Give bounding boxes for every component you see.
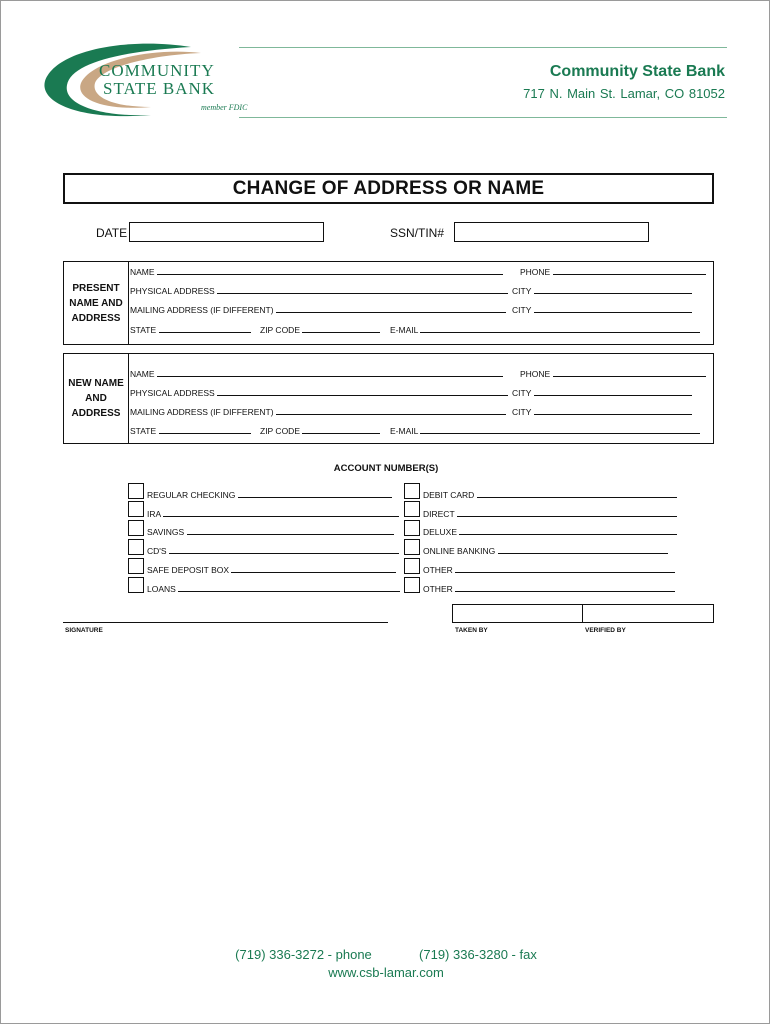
present-state-field[interactable] bbox=[159, 324, 251, 333]
account-savings: SAVINGS bbox=[147, 526, 394, 537]
new-city-label: CITY bbox=[512, 388, 532, 398]
account-deluxe: DELUXE bbox=[423, 526, 677, 537]
new-city2-row bbox=[512, 406, 692, 417]
bank-name: Community State Bank bbox=[549, 63, 725, 80]
new-phone-label: PHONE bbox=[520, 369, 551, 379]
signature-line[interactable] bbox=[63, 622, 388, 623]
present-city2-row bbox=[512, 304, 692, 315]
checkbox-direct[interactable] bbox=[404, 501, 420, 517]
present-phone-field[interactable] bbox=[553, 266, 706, 275]
new-city2-field[interactable] bbox=[534, 406, 692, 415]
new-city2-label: CITY bbox=[512, 407, 532, 417]
checkbox-regular-checking[interactable] bbox=[128, 483, 144, 499]
checkbox-safe-deposit-box[interactable] bbox=[128, 558, 144, 574]
new-mailing-label: MAILING ADDRESS (IF DIFFERENT) bbox=[130, 407, 274, 417]
header-rule-bottom bbox=[239, 117, 727, 118]
new-email-row bbox=[390, 425, 700, 436]
bank-logo bbox=[41, 41, 256, 123]
present-email-label: E-MAIL bbox=[390, 325, 419, 335]
footer-contact bbox=[1, 947, 770, 962]
present-city-field[interactable] bbox=[534, 285, 692, 294]
new-phone-field[interactable] bbox=[553, 368, 706, 377]
new-section-heading bbox=[64, 354, 129, 443]
account-other-2: OTHER bbox=[423, 583, 675, 594]
new-mailing-row bbox=[130, 406, 506, 417]
present-physical-row bbox=[130, 285, 508, 296]
logo-line1: COMMUNITY bbox=[99, 61, 215, 80]
present-heading-line1: PRESENT bbox=[72, 282, 120, 294]
date-label: DATE bbox=[96, 226, 128, 240]
new-city-field[interactable] bbox=[534, 387, 692, 396]
account-other-1: OTHER bbox=[423, 564, 675, 575]
checkbox-online-banking[interactable] bbox=[404, 539, 420, 555]
account-direct: DIRECT bbox=[423, 508, 677, 519]
checkbox-savings[interactable] bbox=[128, 520, 144, 536]
accounts-title: ACCOUNT NUMBER(S) bbox=[333, 463, 439, 474]
present-city2-field[interactable] bbox=[534, 304, 692, 313]
present-phone-row bbox=[520, 266, 706, 277]
new-address-section bbox=[63, 353, 714, 444]
present-name-row bbox=[130, 266, 503, 277]
ssn-field[interactable] bbox=[454, 222, 649, 242]
footer-website[interactable]: www.csb-lamar.com bbox=[328, 965, 444, 980]
new-heading-line1: NEW NAME bbox=[68, 378, 124, 389]
present-zip-field[interactable] bbox=[302, 324, 380, 333]
new-name-row bbox=[130, 368, 503, 379]
checkbox-debit-card[interactable] bbox=[404, 483, 420, 499]
signature-label: SIGNATURE bbox=[65, 627, 103, 634]
present-zip-row bbox=[260, 324, 380, 335]
present-mailing-field[interactable] bbox=[276, 304, 506, 313]
taken-by-label: TAKEN BY bbox=[455, 627, 488, 634]
account-regular-checking: REGULAR CHECKING bbox=[147, 489, 392, 500]
account-debit-card: DEBIT CARD bbox=[423, 489, 677, 500]
footer-phone: (719) 336-3272 - phone bbox=[235, 947, 372, 962]
date-field[interactable] bbox=[129, 222, 324, 242]
account-ira: IRA bbox=[147, 508, 399, 519]
new-name-field[interactable] bbox=[157, 368, 503, 377]
new-heading-line2: AND bbox=[85, 393, 107, 404]
new-physical-label: PHYSICAL ADDRESS bbox=[130, 388, 215, 398]
header-rule-top bbox=[239, 47, 727, 48]
new-physical-row bbox=[130, 387, 508, 398]
new-state-label: STATE bbox=[130, 426, 157, 436]
present-city2-label: CITY bbox=[512, 305, 532, 315]
form-title: CHANGE OF ADDRESS OR NAME bbox=[63, 173, 714, 204]
present-zip-label: ZIP CODE bbox=[260, 325, 300, 335]
present-heading-line3: ADDRESS bbox=[71, 312, 121, 324]
present-city-label: CITY bbox=[512, 286, 532, 296]
present-address-section bbox=[63, 261, 714, 345]
new-email-label: E-MAIL bbox=[390, 426, 419, 436]
present-heading-line2: NAME AND bbox=[69, 297, 123, 309]
checkbox-ira[interactable] bbox=[128, 501, 144, 517]
bank-address: 717 N. Main St. Lamar, CO 81052 bbox=[523, 86, 725, 101]
account-safe-deposit-box: SAFE DEPOSIT BOX bbox=[147, 564, 396, 575]
present-name-field[interactable] bbox=[157, 266, 503, 275]
new-physical-field[interactable] bbox=[217, 387, 508, 396]
checkbox-other-1[interactable] bbox=[404, 558, 420, 574]
new-state-row bbox=[130, 425, 251, 436]
ssn-label: SSN/TIN# bbox=[390, 226, 445, 240]
taken-by-field[interactable] bbox=[452, 604, 583, 623]
new-zip-field[interactable] bbox=[302, 425, 380, 434]
present-mailing-row bbox=[130, 304, 506, 315]
present-phone-label: PHONE bbox=[520, 267, 551, 277]
present-mailing-label: MAILING ADDRESS (IF DIFFERENT) bbox=[130, 305, 274, 315]
new-phone-row bbox=[520, 368, 706, 379]
checkbox-other-2[interactable] bbox=[404, 577, 420, 593]
account-cds: CD'S bbox=[147, 545, 399, 556]
new-mailing-field[interactable] bbox=[276, 406, 506, 415]
checkbox-cds[interactable] bbox=[128, 539, 144, 555]
present-section-heading bbox=[64, 262, 129, 344]
verified-by-field[interactable] bbox=[582, 604, 714, 623]
new-email-field[interactable] bbox=[420, 425, 700, 434]
new-zip-label: ZIP CODE bbox=[260, 426, 300, 436]
present-name-label: NAME bbox=[130, 267, 155, 277]
present-state-row bbox=[130, 324, 251, 335]
new-zip-row bbox=[260, 425, 380, 436]
present-email-row bbox=[390, 324, 700, 335]
new-city-row bbox=[512, 387, 692, 398]
present-email-field[interactable] bbox=[420, 324, 700, 333]
present-city-row bbox=[512, 285, 692, 296]
checkbox-deluxe[interactable] bbox=[404, 520, 420, 536]
checkbox-loans[interactable] bbox=[128, 577, 144, 593]
present-physical-field[interactable] bbox=[217, 285, 508, 294]
new-heading-line3: ADDRESS bbox=[71, 408, 121, 419]
footer-fax: (719) 336-3280 - fax bbox=[419, 947, 537, 962]
new-name-label: NAME bbox=[130, 369, 155, 379]
present-physical-label: PHYSICAL ADDRESS bbox=[130, 286, 215, 296]
verified-by-label: VERIFIED BY bbox=[585, 627, 626, 634]
logo-line2: STATE BANK bbox=[103, 79, 216, 98]
present-state-label: STATE bbox=[130, 325, 157, 335]
account-online-banking: ONLINE BANKING bbox=[423, 545, 668, 556]
new-state-field[interactable] bbox=[159, 425, 251, 434]
account-loans: LOANS bbox=[147, 583, 400, 594]
logo-member-fdic: member FDIC bbox=[201, 103, 248, 112]
